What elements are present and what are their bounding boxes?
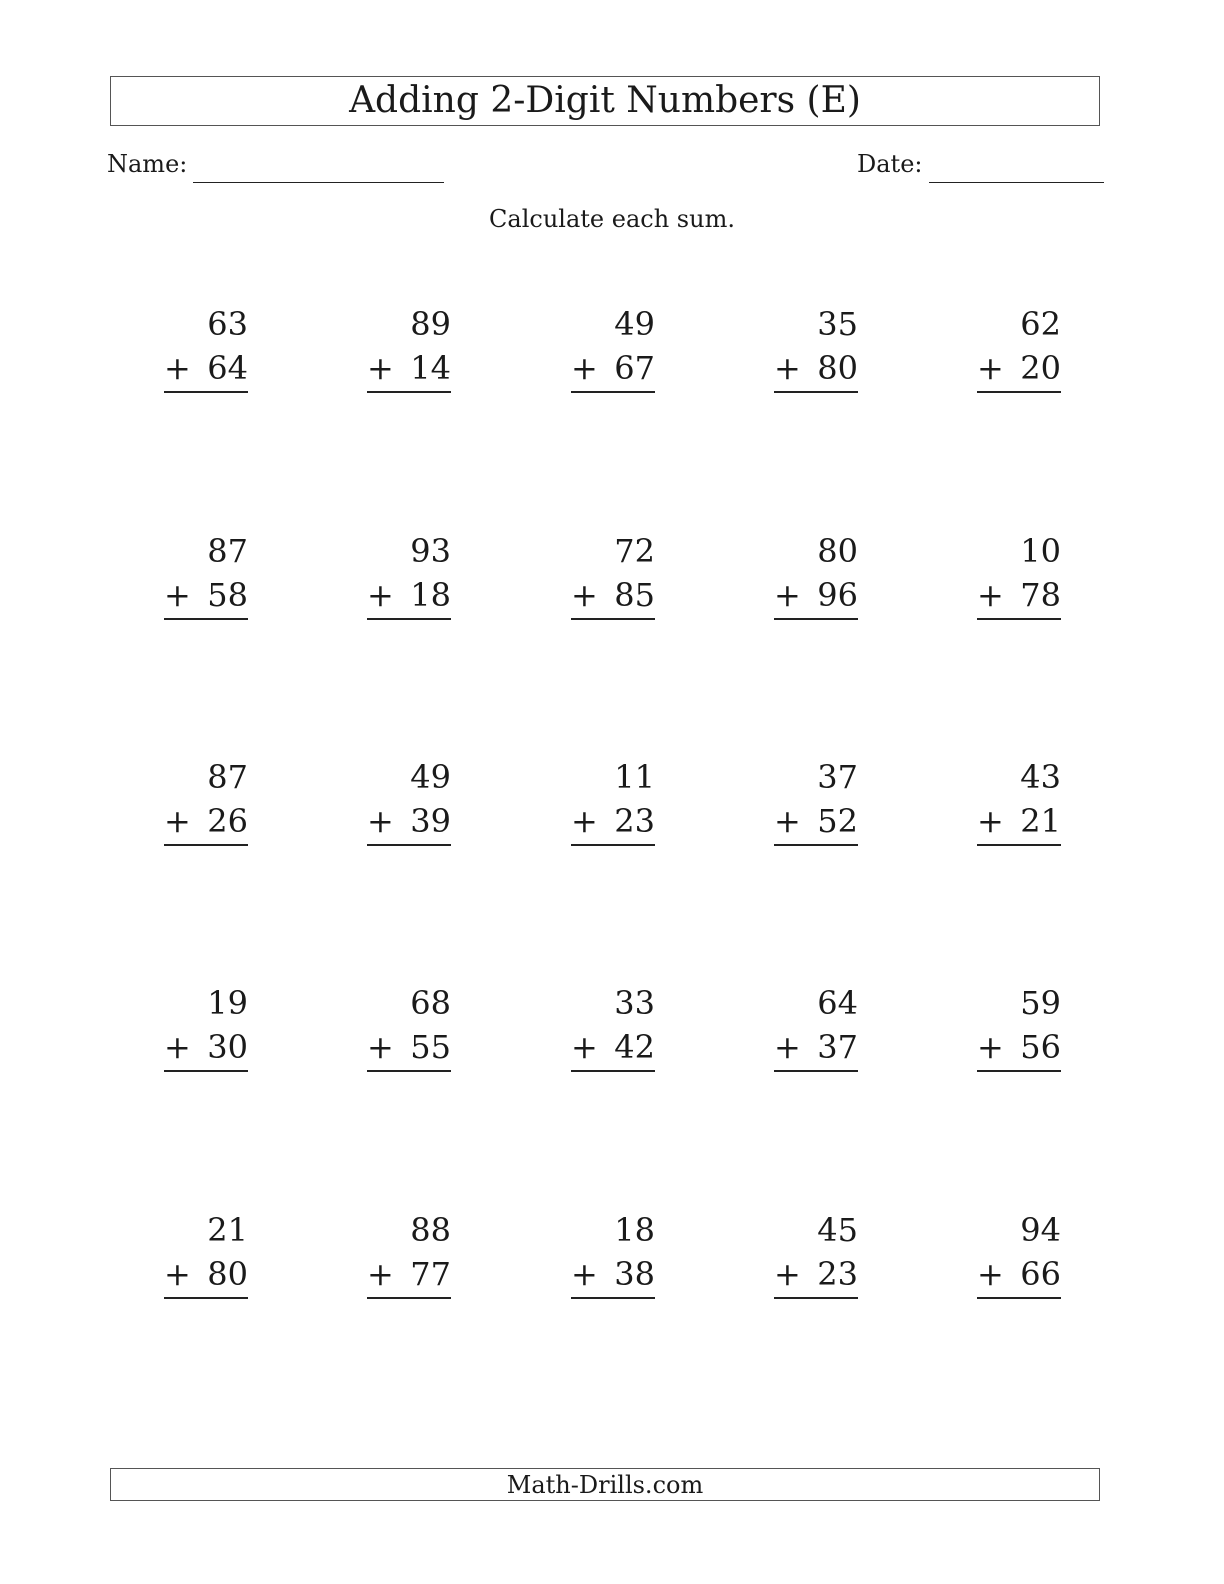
plus-sign: + (571, 802, 598, 840)
plus-sign: + (164, 349, 191, 387)
second-addend: 18 (410, 576, 451, 614)
addition-problem (774, 758, 858, 857)
plus-sign: + (571, 576, 598, 614)
first-addend: 37 (817, 758, 858, 796)
addition-problem (164, 984, 248, 1083)
answer-line[interactable] (774, 1070, 858, 1072)
answer-line[interactable] (774, 844, 858, 846)
first-addend: 33 (614, 984, 655, 1022)
second-addend: 80 (207, 1255, 248, 1293)
plus-sign: + (977, 1028, 1004, 1066)
first-addend: 45 (817, 1211, 858, 1249)
plus-sign: + (367, 349, 394, 387)
second-addend: 66 (1020, 1255, 1061, 1293)
second-addend: 26 (207, 802, 248, 840)
addition-problem (977, 984, 1061, 1083)
plus-sign: + (774, 1028, 801, 1066)
second-addend: 20 (1020, 349, 1061, 387)
second-addend: 30 (207, 1028, 248, 1066)
plus-sign: + (367, 802, 394, 840)
addition-problem (977, 758, 1061, 857)
addition-problem (774, 305, 858, 404)
answer-line[interactable] (977, 1297, 1061, 1299)
answer-line[interactable] (164, 1070, 248, 1072)
plus-sign: + (367, 1028, 394, 1066)
answer-line[interactable] (571, 391, 655, 393)
addition-problem (977, 305, 1061, 404)
first-addend: 64 (817, 984, 858, 1022)
footer-text: Math-Drills.com (506, 1470, 704, 1499)
plus-sign: + (774, 802, 801, 840)
first-addend: 94 (1020, 1211, 1061, 1249)
first-addend: 49 (614, 305, 655, 343)
second-addend: 21 (1020, 802, 1061, 840)
first-addend: 87 (207, 532, 248, 570)
second-addend: 80 (817, 349, 858, 387)
addition-problem (774, 1211, 858, 1310)
addition-problem (977, 532, 1061, 631)
first-addend: 19 (207, 984, 248, 1022)
answer-line[interactable] (774, 618, 858, 620)
second-addend: 85 (614, 576, 655, 614)
plus-sign: + (367, 1255, 394, 1293)
first-addend: 11 (614, 758, 655, 796)
answer-line[interactable] (774, 391, 858, 393)
addition-problem (977, 1211, 1061, 1310)
second-addend: 52 (817, 802, 858, 840)
instructions: Calculate each sum. (489, 205, 735, 233)
answer-line[interactable] (774, 1297, 858, 1299)
addition-problem (367, 758, 451, 857)
second-addend: 23 (817, 1255, 858, 1293)
answer-line[interactable] (164, 618, 248, 620)
plus-sign: + (571, 1028, 598, 1066)
plus-sign: + (774, 1255, 801, 1293)
addition-problem (571, 758, 655, 857)
footer-box (110, 1468, 1100, 1501)
second-addend: 37 (817, 1028, 858, 1066)
answer-line[interactable] (164, 844, 248, 846)
date-label: Date: (857, 150, 923, 178)
answer-line[interactable] (367, 1070, 451, 1072)
first-addend: 62 (1020, 305, 1061, 343)
answer-line[interactable] (977, 1070, 1061, 1072)
first-addend: 10 (1020, 532, 1061, 570)
plus-sign: + (977, 1255, 1004, 1293)
answer-line[interactable] (977, 844, 1061, 846)
second-addend: 78 (1020, 576, 1061, 614)
first-addend: 87 (207, 758, 248, 796)
name-label: Name: (107, 150, 188, 178)
second-addend: 96 (817, 576, 858, 614)
second-addend: 56 (1020, 1028, 1061, 1066)
answer-line[interactable] (164, 391, 248, 393)
second-addend: 39 (410, 802, 451, 840)
second-addend: 67 (614, 349, 655, 387)
addition-problem (774, 984, 858, 1083)
first-addend: 93 (410, 532, 451, 570)
addition-problem (367, 984, 451, 1083)
plus-sign: + (164, 1255, 191, 1293)
first-addend: 18 (614, 1211, 655, 1249)
second-addend: 23 (614, 802, 655, 840)
answer-line[interactable] (367, 844, 451, 846)
second-addend: 77 (410, 1255, 451, 1293)
first-addend: 68 (410, 984, 451, 1022)
worksheet-title: Adding 2-Digit Numbers (E) (349, 80, 861, 121)
addition-problem (571, 984, 655, 1083)
addition-problem (367, 305, 451, 404)
first-addend: 35 (817, 305, 858, 343)
addition-problem (367, 1211, 451, 1310)
first-addend: 49 (410, 758, 451, 796)
answer-line[interactable] (571, 618, 655, 620)
first-addend: 80 (817, 532, 858, 570)
addition-problem (164, 305, 248, 404)
answer-line[interactable] (367, 618, 451, 620)
plus-sign: + (367, 576, 394, 614)
answer-line[interactable] (164, 1297, 248, 1299)
first-addend: 43 (1020, 758, 1061, 796)
first-addend: 21 (207, 1211, 248, 1249)
plus-sign: + (774, 576, 801, 614)
addition-problem (164, 1211, 248, 1310)
second-addend: 64 (207, 349, 248, 387)
answer-line[interactable] (571, 1070, 655, 1072)
second-addend: 14 (410, 349, 451, 387)
answer-line[interactable] (367, 391, 451, 393)
addition-problem (164, 532, 248, 631)
addition-problem (164, 758, 248, 857)
addition-problem (571, 1211, 655, 1310)
answer-line[interactable] (977, 391, 1061, 393)
answer-line[interactable] (571, 844, 655, 846)
answer-line[interactable] (367, 1297, 451, 1299)
addition-problem (367, 532, 451, 631)
answer-line[interactable] (571, 1297, 655, 1299)
plus-sign: + (164, 576, 191, 614)
addition-problem (571, 532, 655, 631)
second-addend: 38 (614, 1255, 655, 1293)
first-addend: 72 (614, 532, 655, 570)
plus-sign: + (571, 349, 598, 387)
plus-sign: + (977, 349, 1004, 387)
first-addend: 88 (410, 1211, 451, 1249)
plus-sign: + (774, 349, 801, 387)
first-addend: 63 (207, 305, 248, 343)
addition-problem (774, 532, 858, 631)
answer-line[interactable] (977, 618, 1061, 620)
first-addend: 89 (410, 305, 451, 343)
second-addend: 55 (410, 1028, 451, 1066)
plus-sign: + (164, 1028, 191, 1066)
plus-sign: + (977, 576, 1004, 614)
plus-sign: + (571, 1255, 598, 1293)
second-addend: 58 (207, 576, 248, 614)
plus-sign: + (977, 802, 1004, 840)
second-addend: 42 (614, 1028, 655, 1066)
plus-sign: + (164, 802, 191, 840)
first-addend: 59 (1020, 984, 1061, 1022)
addition-problem (571, 305, 655, 404)
